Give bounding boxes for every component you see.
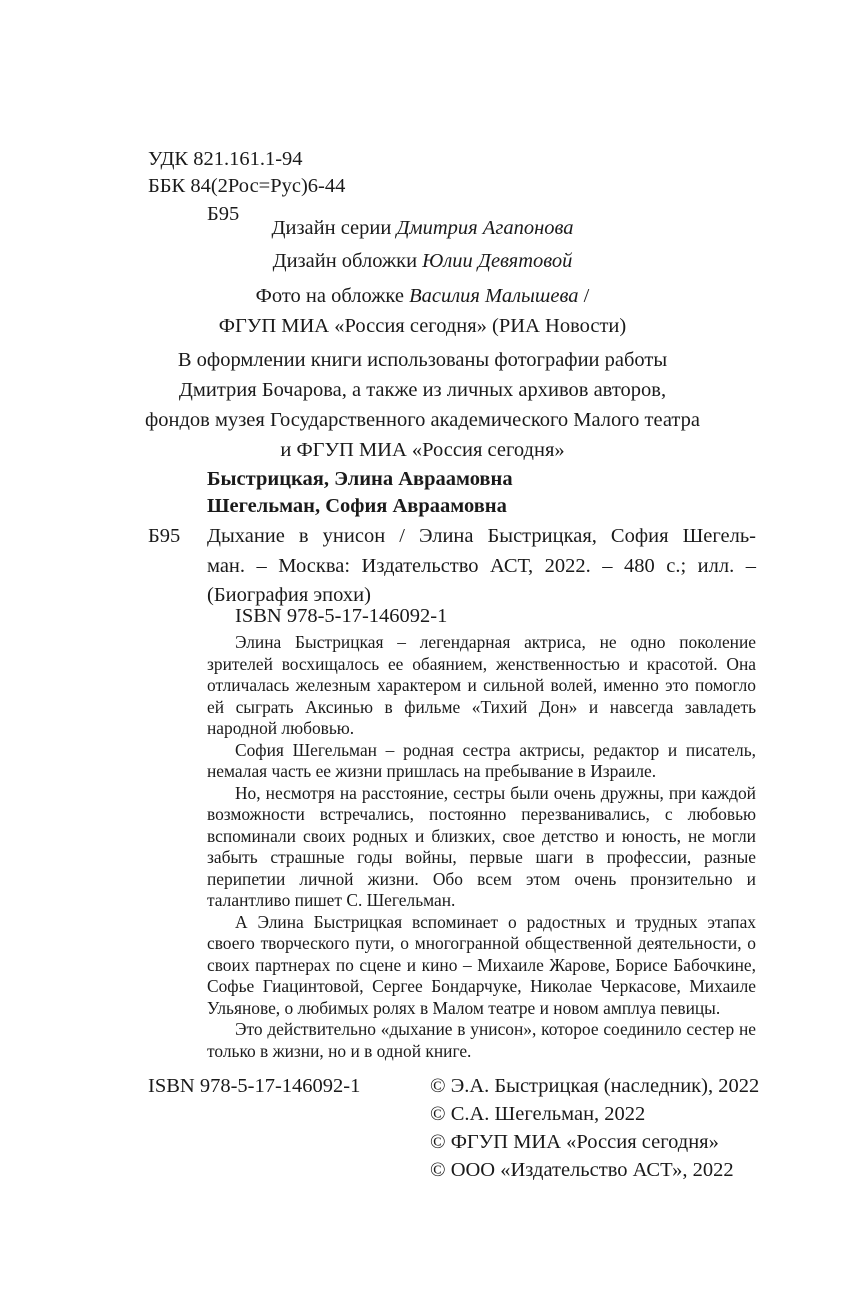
footer-isbn: ISBN 978-5-17-146092-1	[148, 1075, 361, 1097]
annotation-paragraph: Элина Быстрицкая – легендарная актриса, не одно поколение зрителей восхищалось ее обаянием, женственностью и красотой. Она отличалась железным характером и сильной волей, именно это помогло ей сыграть Аксинью в фильме «Тихий Дон» и навсегда завладеть народной любовью.	[207, 632, 756, 738]
copyright-line: © ФГУП МИА «Россия сегодня»	[430, 1131, 719, 1153]
author-heading: Быстрицкая, Элина Авраамовна	[207, 468, 513, 490]
bib-line: (Биография эпохи)	[207, 584, 371, 606]
annotation-paragraph: София Шегельман – родная сестра актрисы, редактор и писатель, немалая часть ее жизни пришлась на пребывание в Израиле.	[207, 739, 756, 781]
cover-photo-label: Фото на обложке	[255, 285, 410, 307]
bbk-code: ББК 84(2Рос=Рус)6-44	[148, 175, 346, 197]
bib-record	[207, 522, 756, 611]
cover-photo-separator: /	[578, 285, 590, 307]
cover-design-credit	[0, 246, 845, 276]
copyright-block	[430, 1072, 759, 1184]
decoration-line: В оформлении книги использованы фотографии работы	[177, 349, 668, 371]
series-design-credit	[0, 213, 845, 243]
author-sign: Б95	[207, 203, 240, 225]
author-heading: Шегельман, София Авраамовна	[207, 495, 507, 517]
annotation-paragraph: Это действительно «дыхание в унисон», которое соединило сестер не только в жизни, но и в одной книге.	[207, 1019, 756, 1061]
bib-index: Б95	[148, 525, 181, 547]
cover-photographer-name: Василия Малышева	[409, 285, 579, 307]
bib-line: ман. – Москва: Издательство АСТ, 2022. – 480 с.; илл. –	[207, 554, 756, 577]
udk-code: УДК 821.161.1-94	[148, 148, 303, 170]
cover-design-label: Дизайн обложки	[272, 250, 423, 272]
decoration-line: фондов музея Государственного академического Малого театра	[145, 409, 700, 431]
cover-photo-source: ФГУП МИА «Россия сегодня» (РИА Новости)	[218, 315, 627, 337]
copyright-line: © Э.А. Быстрицкая (наследник), 2022	[430, 1075, 760, 1097]
isbn-record: ISBN 978-5-17-146092-1	[235, 605, 448, 627]
cover-photo-credit	[0, 281, 845, 311]
annotation	[207, 632, 756, 1062]
cover-designer-name: Юлии Девятовой	[422, 250, 573, 272]
bib-line: Дыхание в унисон / Элина Быстрицкая, София Шегель-	[207, 525, 756, 547]
series-design-label: Дизайн серии	[271, 217, 397, 239]
annotation-paragraph: А Элина Быстрицкая вспоминает о радостных и трудных этапах своего творческого пути, о многогранной общественной деятельности, о своих партнерах по сцене и кино – Михаиле Жарове, Борисе Бабочкине, Софье Гиацинтовой, Сергее Бондарчуке, Николае Черкасове, Михаиле Ульянове, о любимых ролях в Малом театре и новом амплуа певицы.	[207, 911, 756, 1018]
decoration-line: и ФГУП МИА «Россия сегодня»	[280, 439, 565, 461]
copyright-line: © ООО «Издательство АСТ», 2022	[430, 1159, 734, 1181]
copyright-line: © С.А. Шегельман, 2022	[430, 1103, 646, 1125]
series-designer-name: Дмитрия Агапонова	[396, 217, 574, 239]
annotation-paragraph: Но, несмотря на расстояние, сестры были очень дружны, при каждой возможности встречались, постоянно перезванивались, с любовью вспоминали своих родных и близких, свое детство и юность, не могли забыть страшные годы войны, первые шаги в профессии, разные перипетии личной жизни. Обо всем этом очень пронзительно и талантливо пишет С. Шегельман.	[207, 782, 756, 910]
decoration-line: Дмитрия Бочарова, а также из личных архивов авторов,	[178, 379, 667, 401]
decoration-credit	[0, 345, 845, 465]
